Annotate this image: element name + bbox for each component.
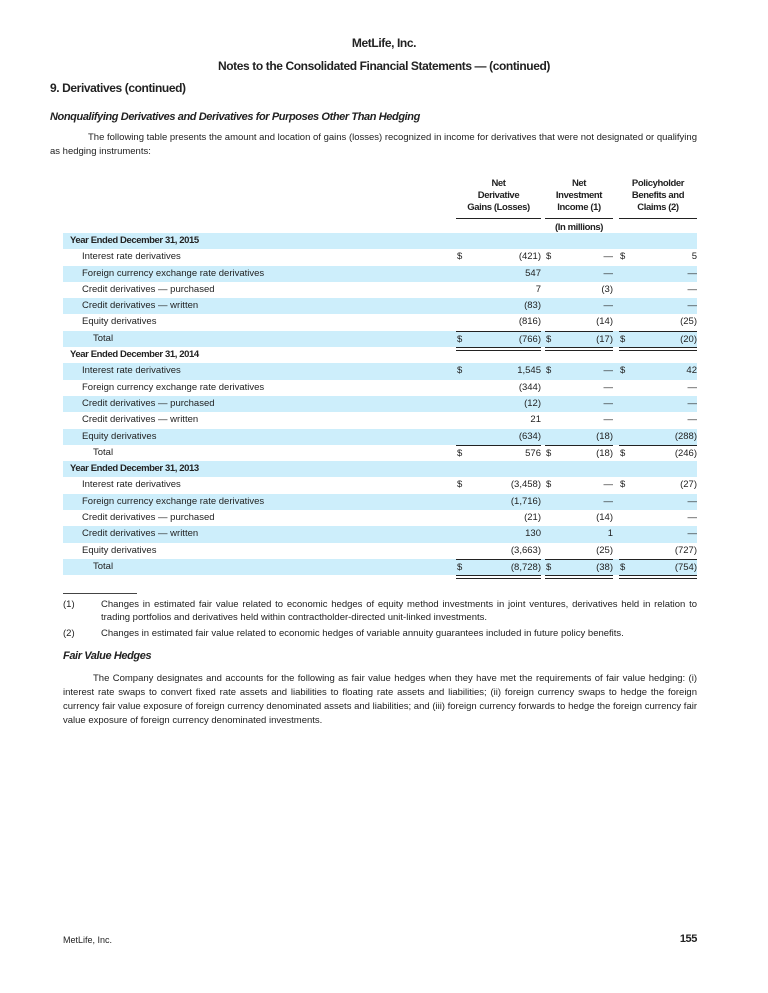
row-label: Credit derivatives — written [82, 300, 199, 312]
cell-value: (17) [596, 333, 613, 345]
value-cell [619, 429, 697, 445]
cell-value: 576 [525, 447, 541, 459]
value-cell [545, 526, 613, 542]
cell-value: — [603, 479, 613, 491]
row-label: Credit derivatives — written [82, 528, 199, 540]
row-label: Total [93, 560, 114, 572]
table-row [63, 510, 697, 526]
cell-value: 7 [535, 283, 541, 295]
column-header-line: Investment [555, 190, 603, 201]
cell-value: (38) [596, 561, 613, 573]
row-label: Equity derivatives [82, 544, 157, 556]
value-cell [619, 543, 697, 559]
table-row [63, 396, 697, 412]
table-row [63, 266, 697, 282]
value-cell [456, 429, 541, 445]
value-cell [619, 298, 697, 314]
table-row [63, 363, 697, 379]
value-cell [456, 494, 541, 510]
value-cell [456, 363, 541, 379]
cell-value: 1 [607, 528, 613, 540]
cell-value: (288) [674, 430, 697, 442]
section-heading: Year Ended December 31, 2014 [70, 349, 199, 361]
section-heading-row [63, 347, 697, 363]
column-header-line: Net [491, 178, 506, 189]
total-row [63, 331, 697, 347]
cell-value: — [603, 251, 613, 263]
cell-value: — [603, 267, 613, 279]
cell-value: — [603, 300, 613, 312]
dollar-sign: $ [457, 479, 463, 491]
value-cell [619, 494, 697, 510]
footnote-number: (1) [63, 599, 75, 610]
value-cell [619, 282, 697, 298]
value-cell [619, 412, 697, 428]
value-cell [456, 298, 541, 314]
table-row [63, 429, 697, 445]
table-row [63, 314, 697, 330]
value-cell [456, 396, 541, 412]
column-header-line: Net [571, 178, 587, 189]
cell-value: (14) [596, 316, 613, 328]
value-cell [456, 510, 541, 526]
table-row [63, 282, 697, 298]
cell-value: — [603, 365, 613, 377]
cell-value: (25) [680, 316, 697, 328]
value-cell [619, 266, 697, 282]
dollar-sign: $ [546, 365, 552, 377]
value-cell [619, 380, 697, 396]
value-cell [619, 445, 697, 461]
cell-value: (816) [518, 316, 541, 328]
cell-value: — [687, 300, 697, 312]
dollar-sign: $ [457, 333, 463, 345]
cell-value: — [603, 414, 613, 426]
value-cell [545, 282, 613, 298]
value-cell [456, 314, 541, 330]
value-cell [545, 510, 613, 526]
column-header-net-investment-income [545, 178, 613, 214]
cell-value: — [687, 397, 697, 409]
value-cell [619, 396, 697, 412]
value-cell [545, 396, 613, 412]
column-header-line: Benefits and [631, 190, 685, 201]
dollar-sign: $ [546, 479, 552, 491]
value-cell [619, 363, 697, 379]
footnote-2 [63, 627, 697, 640]
column-header-net-derivative-gains [456, 178, 541, 214]
intro-paragraph: The following table presents the amount and location of gains (losses) recognized in income for derivatives that were not designated or qualifying as hedging instruments: [50, 132, 697, 157]
value-cell [545, 380, 613, 396]
value-cell [545, 412, 613, 428]
value-cell [619, 510, 697, 526]
cell-value: (25) [596, 544, 613, 556]
row-label: Total [93, 446, 114, 458]
cell-value: — [687, 267, 697, 279]
footnote-1 [63, 598, 697, 624]
value-cell [456, 526, 541, 542]
table-row [63, 526, 697, 542]
dollar-sign: $ [457, 365, 463, 377]
value-cell [456, 559, 541, 575]
value-cell [545, 477, 613, 493]
table-row [63, 477, 697, 493]
cell-value: (727) [674, 544, 697, 556]
section-heading: Year Ended December 31, 2015 [70, 235, 199, 246]
row-label: Credit derivatives — purchased [82, 512, 215, 524]
section-heading-row [63, 233, 697, 249]
dollar-sign: $ [620, 333, 626, 345]
value-cell [456, 282, 541, 298]
section-heading: Year Ended December 31, 2013 [70, 463, 199, 475]
units-label: (In millions) [554, 222, 604, 233]
value-cell [619, 314, 697, 330]
row-label: Total [93, 332, 114, 344]
row-label: Credit derivatives — purchased [82, 397, 215, 409]
dollar-sign: $ [620, 365, 626, 377]
subsection-title: Nonqualifying Derivatives and Derivatives for Purposes Other Than Hedging [50, 111, 420, 123]
cell-value: (12) [524, 397, 541, 409]
column-header-policyholder-benefits [619, 178, 697, 214]
cell-value: (21) [524, 512, 541, 524]
cell-value: 21 [530, 414, 541, 426]
value-cell [545, 331, 613, 347]
cell-value: — [687, 414, 697, 426]
fair-value-hedges-paragraph: The Company designates and accounts for the following as fair value hedges when they have met the requirements of fair value hedging: (i) interest rate swaps to convert fixed rate assets and liabilities to floating rate assets and liabilities; (ii) foreign currency swaps to hedge the foreign currency fair value exposure of foreign currency denominated assets and liabilities; and (iii) foreign currency forwards to hedge the foreign currency fair value exposure of foreign currency denominated investments. [63, 673, 697, 726]
derivatives-gains-table [63, 233, 697, 575]
dollar-sign: $ [457, 251, 463, 263]
value-cell [545, 298, 613, 314]
cell-value: — [687, 512, 697, 524]
dollar-sign: $ [546, 251, 552, 263]
row-label: Interest rate derivatives [82, 365, 181, 377]
cell-value: — [687, 495, 697, 507]
value-cell [545, 314, 613, 330]
value-cell [619, 477, 697, 493]
cell-value: — [687, 528, 697, 540]
section-heading-row [63, 461, 697, 477]
cell-value: — [687, 381, 697, 393]
value-cell [619, 249, 697, 265]
value-cell [545, 429, 613, 445]
table-row [63, 249, 697, 265]
cell-value: (246) [674, 447, 697, 459]
page-number: 155 [679, 933, 697, 945]
row-label: Foreign currency exchange rate derivatives [82, 381, 265, 393]
table-row [63, 412, 697, 428]
cell-value: — [603, 381, 613, 393]
header-rule [619, 218, 697, 219]
value-cell [619, 331, 697, 347]
cell-value: 547 [525, 267, 541, 279]
cell-value: (766) [518, 333, 541, 345]
table-row [63, 494, 697, 510]
cell-value: 5 [691, 251, 697, 263]
row-label: Foreign currency exchange rate derivatives [82, 495, 265, 507]
cell-value: 42 [686, 365, 697, 377]
column-header-line: Derivative [477, 190, 520, 201]
column-header-line: Policyholder [631, 178, 685, 189]
value-cell [545, 543, 613, 559]
cell-value: (3,458) [510, 479, 541, 491]
header-rule [456, 218, 541, 219]
cell-value: (27) [680, 479, 697, 491]
dollar-sign: $ [620, 447, 626, 459]
cell-value: — [603, 397, 613, 409]
cell-value: (1,716) [510, 495, 541, 507]
value-cell [545, 559, 613, 575]
value-cell [545, 249, 613, 265]
value-cell [545, 445, 613, 461]
cell-value: (3) [601, 283, 613, 295]
fair-value-hedges-title: Fair Value Hedges [63, 650, 152, 662]
row-label: Interest rate derivatives [82, 251, 181, 263]
row-label: Equity derivatives [82, 430, 157, 442]
cell-value: (20) [680, 333, 697, 345]
dollar-sign: $ [620, 251, 626, 263]
cell-value: (634) [518, 430, 541, 442]
cell-value: (83) [524, 300, 541, 312]
footnote-text: Changes in estimated fair value related to economic hedges of equity method investments in joint ventures, derivatives held in relation to trading portfolios and derivatives held within contractholder-directed unit-linked investments. [101, 599, 697, 623]
cell-value: (3,663) [510, 544, 541, 556]
value-cell [456, 543, 541, 559]
value-cell [456, 445, 541, 461]
cell-value: 130 [525, 528, 541, 540]
value-cell [619, 526, 697, 542]
footnote-number: (2) [63, 628, 75, 639]
value-cell [456, 249, 541, 265]
value-cell [545, 494, 613, 510]
total-row [63, 559, 697, 575]
table-row [63, 543, 697, 559]
value-cell [545, 266, 613, 282]
footer-company: MetLife, Inc. [63, 935, 113, 945]
dollar-sign: $ [620, 479, 626, 491]
row-label: Credit derivatives — purchased [82, 283, 215, 295]
cell-value: (421) [518, 251, 541, 263]
dollar-sign: $ [546, 561, 552, 573]
dollar-sign: $ [457, 561, 463, 573]
section-title: 9. Derivatives (continued) [50, 81, 186, 95]
column-header-line: Income (1) [557, 202, 601, 213]
table-row [63, 298, 697, 314]
value-cell [456, 412, 541, 428]
row-label: Credit derivatives — written [82, 414, 199, 426]
value-cell [456, 266, 541, 282]
header-rule [545, 218, 613, 219]
row-label: Foreign currency exchange rate derivatives [82, 267, 265, 279]
value-cell [619, 559, 697, 575]
column-header-line: Gains (Losses) [467, 202, 530, 213]
cell-value: (754) [674, 561, 697, 573]
dollar-sign: $ [546, 447, 552, 459]
cell-value: (18) [596, 430, 613, 442]
dollar-sign: $ [546, 333, 552, 345]
table-row [63, 380, 697, 396]
total-row [63, 445, 697, 461]
page-subtitle: Notes to the Consolidated Financial Statements — (continued) [217, 59, 551, 73]
dollar-sign: $ [620, 561, 626, 573]
footnote-text: Changes in estimated fair value related to economic hedges of variable annuity guarantees included in future policy benefits. [101, 628, 624, 639]
value-cell [456, 477, 541, 493]
column-header-line: Claims (2) [637, 202, 679, 213]
row-label: Equity derivatives [82, 316, 157, 328]
cell-value: (18) [596, 447, 613, 459]
dollar-sign: $ [457, 447, 463, 459]
company-title: MetLife, Inc. [351, 36, 417, 50]
row-label: Interest rate derivatives [82, 479, 181, 491]
cell-value: — [687, 283, 697, 295]
value-cell [456, 380, 541, 396]
value-cell [456, 331, 541, 347]
footnote-divider [63, 593, 137, 594]
cell-value: (14) [596, 512, 613, 524]
cell-value: (344) [518, 381, 541, 393]
value-cell [545, 363, 613, 379]
cell-value: 1,545 [517, 365, 541, 377]
cell-value: (8,728) [510, 561, 541, 573]
cell-value: — [603, 495, 613, 507]
